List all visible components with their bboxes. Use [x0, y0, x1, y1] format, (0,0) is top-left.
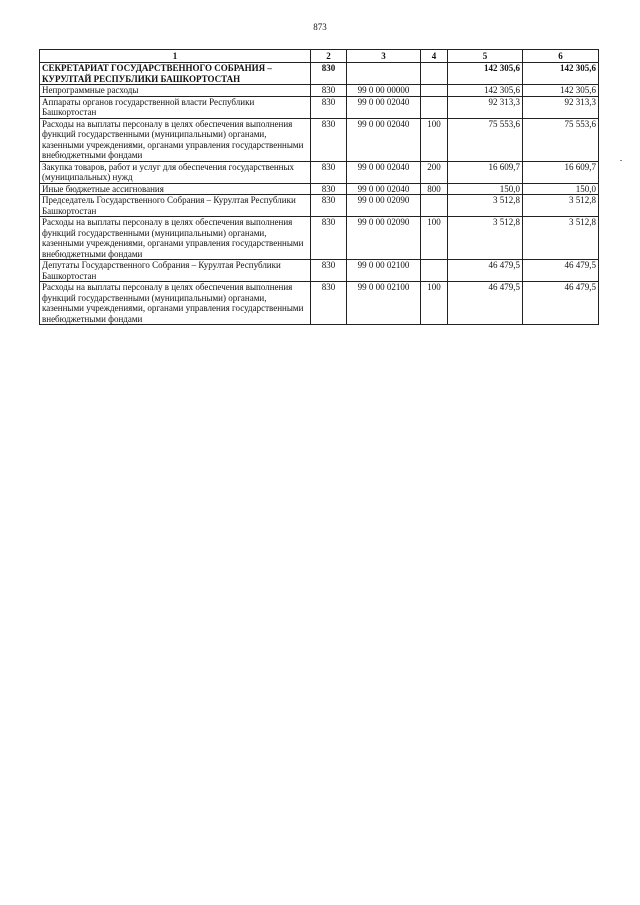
table-row [40, 217, 599, 260]
row-amount-cell: 142 305,6 [448, 85, 523, 97]
row-name-cell: Закупка товаров, работ и услуг для обеспечения государственных (муниципальных) нужд [40, 161, 311, 183]
row-name-cell: Расходы на выплаты персоналу в целях обеспечения выполнения функций государственными (муниципальными) органами, казенными учреждениями, органами управления государственными внебюджетными фондами [40, 217, 311, 260]
row-amount-cell: 3 512,8 [448, 195, 523, 217]
row-ministry-cell: 830 [311, 161, 347, 183]
table-row [40, 161, 599, 183]
row-type-cell: 100 [421, 282, 448, 325]
row-target-cell [347, 63, 421, 85]
row-amount-cell: 3 512,8 [448, 217, 523, 260]
table-body [40, 63, 599, 325]
row-amount-cell: 16 609,7 [448, 161, 523, 183]
row-amount-cell: 150,0 [523, 183, 599, 195]
row-target-cell: 99 0 00 02040 [347, 118, 421, 161]
row-amount-cell: 92 313,3 [448, 96, 523, 118]
column-header: 6 [523, 50, 599, 63]
row-ministry-cell: 830 [311, 195, 347, 217]
row-type-cell [421, 63, 448, 85]
row-name-cell: СЕКРЕТАРИАТ ГОСУДАРСТВЕННОГО СОБРАНИЯ – КУРУЛТАЙ РЕСПУБЛИКИ БАШКОРТОСТАН [40, 63, 311, 85]
row-type-cell: 100 [421, 118, 448, 161]
row-ministry-cell: 830 [311, 260, 347, 282]
row-ministry-cell: 830 [311, 217, 347, 260]
column-header: 2 [311, 50, 347, 63]
row-type-cell: 800 [421, 183, 448, 195]
row-target-cell: 99 0 00 02040 [347, 161, 421, 183]
column-header: 3 [347, 50, 421, 63]
row-ministry-cell: 830 [311, 118, 347, 161]
page-number: 873 [313, 22, 327, 32]
row-amount-cell: 75 553,6 [448, 118, 523, 161]
row-name-cell: Депутаты Государственного Собрания – Курултая Республики Башкортостан [40, 260, 311, 282]
row-target-cell: 99 0 00 00000 [347, 85, 421, 97]
column-header: 5 [448, 50, 523, 63]
table-row [40, 195, 599, 217]
row-amount-cell: 46 479,5 [448, 282, 523, 325]
column-header: 4 [421, 50, 448, 63]
row-target-cell: 99 0 00 02100 [347, 282, 421, 325]
row-ministry-cell: 830 [311, 183, 347, 195]
row-target-cell: 99 0 00 02090 [347, 195, 421, 217]
table-row [40, 282, 599, 325]
row-name-cell: Непрограммные расходы [40, 85, 311, 97]
table-row [40, 96, 599, 118]
row-ministry-cell: 830 [311, 63, 347, 85]
table-row [40, 85, 599, 97]
table-row [40, 183, 599, 195]
row-amount-cell: 142 305,6 [523, 85, 599, 97]
table-header-row [40, 50, 599, 63]
row-target-cell: 99 0 00 02090 [347, 217, 421, 260]
row-ministry-cell: 830 [311, 85, 347, 97]
row-type-cell: 100 [421, 217, 448, 260]
row-amount-cell: 46 479,5 [523, 282, 599, 325]
row-type-cell [421, 85, 448, 97]
row-type-cell [421, 195, 448, 217]
row-amount-cell: 142 305,6 [448, 63, 523, 85]
row-name-cell: Расходы на выплаты персоналу в целях обеспечения выполнения функций государственными (муниципальными) органами, казенными учреждениями, органами управления государственными внебюджетными фондами [40, 118, 311, 161]
row-name-cell: Председатель Государственного Собрания – Курултая Республики Башкортостан [40, 195, 311, 217]
row-amount-cell: 16 609,7 [523, 161, 599, 183]
table-row [40, 118, 599, 161]
row-target-cell: 99 0 00 02040 [347, 96, 421, 118]
row-amount-cell: 142 305,6 [523, 63, 599, 85]
row-amount-cell: 3 512,8 [523, 217, 599, 260]
row-name-cell: Иные бюджетные ассигнования [40, 183, 311, 195]
row-amount-cell: 3 512,8 [523, 195, 599, 217]
row-amount-cell: 46 479,5 [448, 260, 523, 282]
row-ministry-cell: 830 [311, 282, 347, 325]
row-amount-cell: 150,0 [448, 183, 523, 195]
row-type-cell [421, 96, 448, 118]
row-amount-cell: 75 553,6 [523, 118, 599, 161]
column-header: 1 [40, 50, 311, 63]
row-name-cell: Аппараты органов государственной власти Республики Башкортостан [40, 96, 311, 118]
row-amount-cell: 92 313,3 [523, 96, 599, 118]
table-row [40, 260, 599, 282]
row-target-cell: 99 0 00 02100 [347, 260, 421, 282]
row-ministry-cell: 830 [311, 96, 347, 118]
row-type-cell [421, 260, 448, 282]
row-name-cell: Расходы на выплаты персоналу в целях обеспечения выполнения функций государственными (муниципальными) органами, казенными учреждениями, органами управления государственными внебюджетными фондами [40, 282, 311, 325]
row-target-cell: 99 0 00 02040 [347, 183, 421, 195]
margin-mark [620, 160, 622, 161]
row-type-cell: 200 [421, 161, 448, 183]
budget-table [39, 49, 599, 325]
table-row [40, 63, 599, 85]
row-amount-cell: 46 479,5 [523, 260, 599, 282]
